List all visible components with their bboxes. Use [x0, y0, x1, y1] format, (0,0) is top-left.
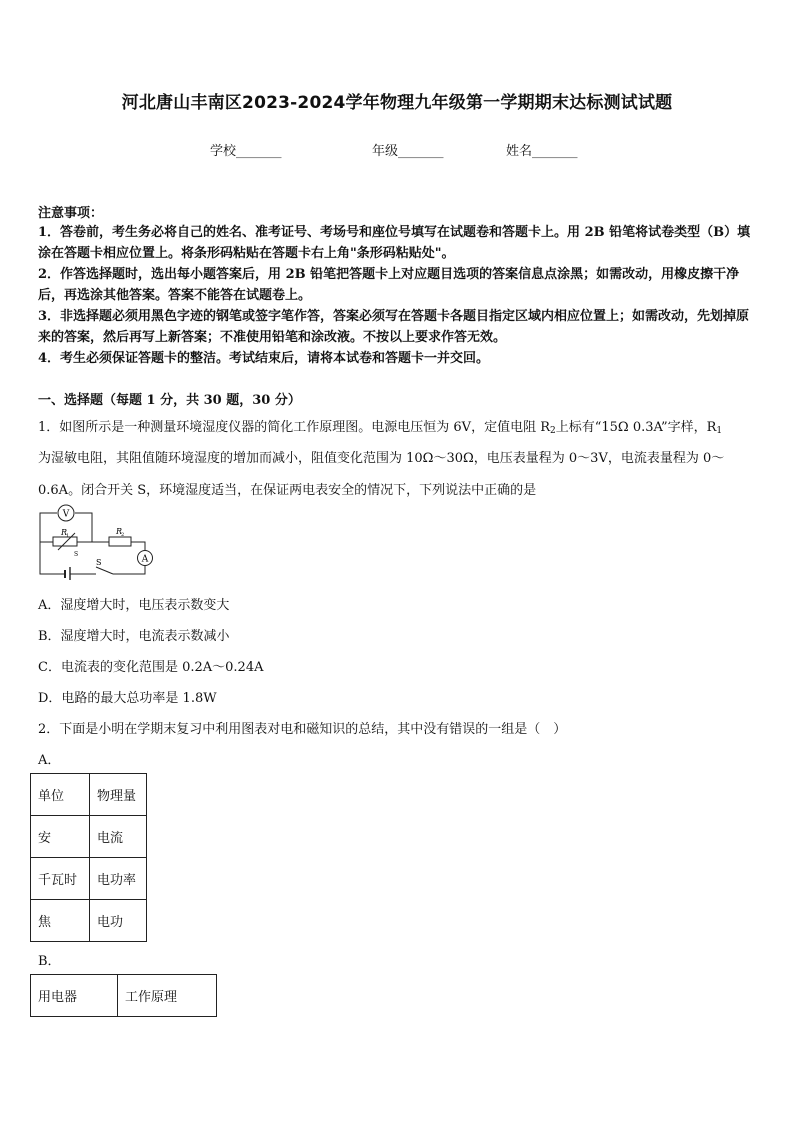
- r1-label: R: [61, 528, 68, 537]
- table-row: [31, 774, 147, 816]
- table-row: [31, 858, 147, 900]
- r1-subscript: 1: [66, 533, 70, 539]
- table-row: [31, 816, 147, 858]
- q1-stem-line-1: 1．如图所示是一种测量环境湿度仪器的简化工作原理图。电源电压恒为 6V，定值电阻 $R_2$上标有“15Ω 0.3A”字样，$R_1$: [38, 420, 723, 436]
- notice-heading: 注意事项：: [38, 206, 104, 221]
- r2-label: R: [116, 527, 123, 536]
- table-cell: 电流: [90, 816, 147, 858]
- notice-item-2: 2．作答选择题时，选出每小题答案后，用 2B 铅笔把答题卡上对应题目选项的答案信息点涂黑；如需改动，用橡皮擦干净后，再选涂其他答案。答案不能答在试题卷上。: [38, 267, 740, 303]
- page-title: 河北唐山丰南区2023-2024学年物理九年级第一学期期末达标测试试题: [121, 93, 673, 113]
- q2-table-b: [30, 974, 217, 1017]
- r2-subscript: 2: [121, 532, 125, 538]
- notice-item-1: 1．答卷前，考生务必将自己的姓名、准考证号、考场号和座位号填写在试题卷和答题卡上。用 2B 铅笔将试卷类型（B）填涂在答题卡相应位置上。将条形码粘贴在答题卡右上角"条形码粘贴处"。: [38, 225, 751, 261]
- q2-table-a: [30, 773, 147, 942]
- table-row: [31, 975, 217, 1017]
- q1-option-c: C．电流表的变化范围是 0.2A～0.24A: [38, 660, 264, 675]
- voltmeter-label: V: [62, 509, 70, 520]
- q1-stem-line-2: 为湿敏电阻，其阻值随环境湿度的增加而减小，阻值变化范围为 10Ω～30Ω，电压表量程为 0～3V，电流表量程为 0～: [38, 451, 725, 466]
- ammeter-label: A: [141, 554, 149, 565]
- q1-option-b: B．湿度增大时，电流表示数减小: [38, 629, 230, 644]
- table-cell: 电功: [90, 900, 147, 942]
- school-field: 学校_______: [210, 144, 282, 159]
- table-cell: 安: [31, 816, 90, 858]
- switch-label: S: [96, 558, 102, 567]
- sensor-label: S: [74, 551, 79, 558]
- table-cell: 单位: [31, 774, 90, 816]
- table-cell: 焦: [31, 900, 90, 942]
- q2-stem: 2．下面是小明在学期末复习中利用图表对电和磁知识的总结，其中没有错误的一组是（ ）: [38, 722, 567, 737]
- notice-item-3: 3．非选择题必须用黑色字迹的钢笔或签字笔作答，答案必须写在答题卡各题目指定区域内相应位置上；如需改动，先划掉原来的答案，然后再写上新答案；不准使用铅笔和涂改液。不按以上要求作答无效。: [38, 309, 750, 345]
- q2-option-a-label: A．: [38, 753, 61, 768]
- table-cell: 千瓦时: [31, 858, 90, 900]
- grade-field: 年级_______: [372, 144, 444, 159]
- section-heading: 一、选择题（每题 1 分，共 30 题，30 分）: [38, 393, 301, 408]
- circuit-diagram: [34, 504, 164, 580]
- table-cell: 工作原理: [118, 975, 217, 1017]
- q1-stem-line-3: 0.6A。闭合开关 S，环境湿度适当，在保证两电表安全的情况下，下列说法中正确的是: [38, 483, 537, 498]
- name-field: 姓名_______: [506, 144, 578, 159]
- table-cell: 电功率: [90, 858, 147, 900]
- table-cell: 物理量: [90, 774, 147, 816]
- table-cell: 用电器: [31, 975, 118, 1017]
- notice-item-4: 4．考生必须保证答题卡的整洁。考试结束后，请将本试卷和答题卡一并交回。: [38, 351, 490, 366]
- q2-option-b-label: B．: [38, 954, 61, 969]
- q1-option-a: A．湿度增大时，电压表示数变大: [38, 598, 230, 613]
- table-row: [31, 900, 147, 942]
- q1-option-d: D．电路的最大总功率是 1.8W: [38, 691, 217, 706]
